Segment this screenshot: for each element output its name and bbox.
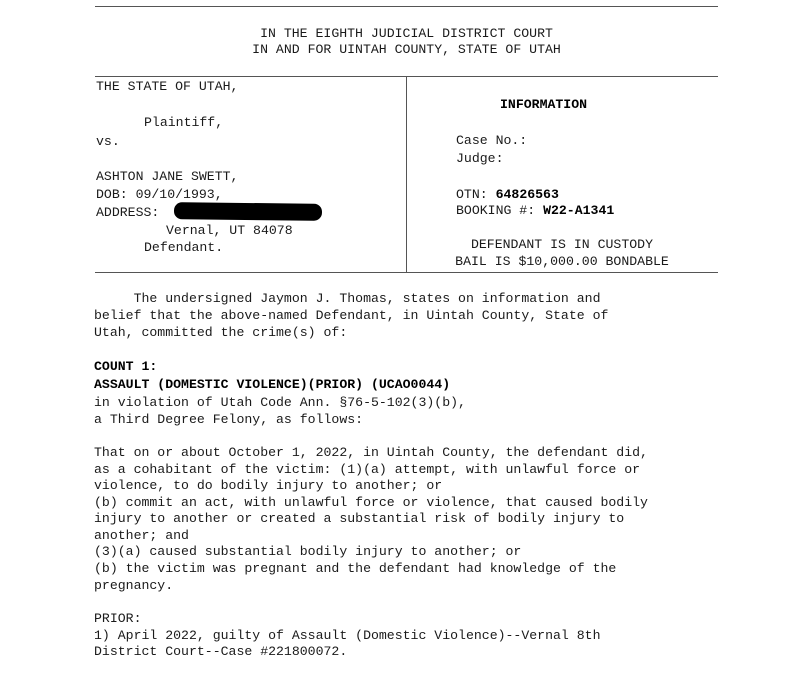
facts-line: injury to another or created a substantial risk of bodily injury to — [94, 511, 625, 526]
facts-line: violence, to do bodily injury to another; or — [94, 478, 443, 493]
facts-line: That on or about October 1, 2022, in Uintah County, the defendant did, — [94, 445, 648, 460]
booking-value: W22-A1341 — [543, 203, 615, 218]
facts-line: (b) the victim was pregnant and the defendant had knowledge of the — [94, 561, 617, 576]
information-title: INFORMATION — [500, 97, 588, 112]
versus: vs. — [96, 134, 120, 149]
intro-line: Utah, committed the crime(s) of: — [94, 325, 348, 340]
facts-line: another; and — [94, 528, 189, 543]
defendant-role: Defendant. — [144, 240, 224, 255]
case-no-label: Case No.: — [456, 133, 528, 148]
address-city: Vernal, UT 84078 — [166, 223, 293, 238]
facts-line: (b) commit an act, with unlawful force or violence, that caused bodily — [94, 495, 648, 510]
bail-status: BAIL IS $10,000.00 BONDABLE — [455, 254, 669, 269]
otn-label: OTN: — [456, 187, 488, 202]
intro-line: belief that the above-named Defendant, in Uintah County, State of — [94, 308, 609, 323]
facts-line: pregnancy. — [94, 578, 174, 593]
facts-line: (3)(a) caused substantial bodily injury to another; or — [94, 544, 522, 559]
otn-value: 64826563 — [495, 187, 559, 202]
plaintiff-name: THE STATE OF UTAH, — [96, 79, 239, 94]
address-label: ADDRESS: — [96, 205, 160, 220]
court-header-line-2: IN AND FOR UINTAH COUNTY, STATE OF UTAH — [252, 42, 561, 57]
judge-label: Judge: — [456, 151, 504, 166]
prior-heading: PRIOR: — [94, 611, 142, 626]
count-charge: ASSAULT (DOMESTIC VIOLENCE)(PRIOR) (UCAO0044) — [94, 377, 451, 392]
count-degree: a Third Degree Felony, as follows: — [94, 412, 364, 427]
intro-line: The undersigned Jaymon J. Thomas, states on information and — [94, 291, 601, 306]
court-header-line-1: IN THE EIGHTH JUDICIAL DISTRICT COURT — [260, 26, 553, 41]
custody-status: DEFENDANT IS IN CUSTODY — [470, 237, 654, 252]
prior-line: District Court--Case #221800072. — [94, 644, 348, 659]
booking-label: BOOKING #: — [456, 203, 536, 218]
booking-line — [456, 202, 614, 219]
count-heading: COUNT 1: — [94, 359, 158, 374]
plaintiff-role: Plaintiff, — [144, 115, 224, 130]
address-redaction — [174, 202, 322, 221]
defendant-dob: DOB: 09/10/1993, — [96, 187, 223, 202]
count-violation: in violation of Utah Code Ann. §76-5-102(3)(b), — [94, 395, 466, 410]
top-rule — [95, 6, 718, 7]
facts-line: as a cohabitant of the victim: (1)(a) attempt, with unlawful force or — [94, 462, 641, 477]
prior-line: 1) April 2022, guilty of Assault (Domestic Violence)--Vernal 8th — [94, 628, 601, 643]
defendant-name: ASHTON JANE SWETT, — [96, 169, 239, 184]
otn-line — [456, 186, 559, 203]
